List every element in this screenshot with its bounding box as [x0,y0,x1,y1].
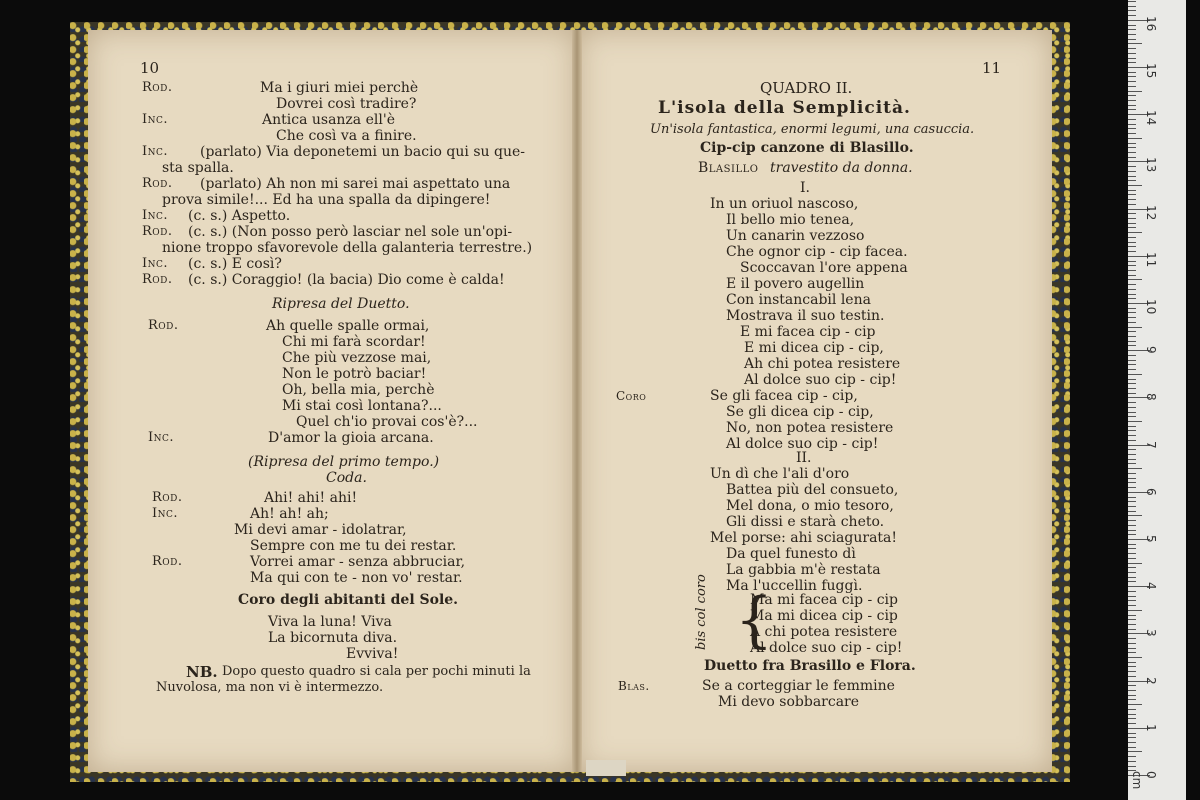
ruler-number: 2 [1144,676,1158,685]
speaker-label: Inc. [142,112,169,127]
book-gutter [572,30,582,772]
ruler-tick [1128,506,1136,507]
ruler-tick [1128,336,1136,337]
ruler-tick [1128,435,1136,436]
ruler-tick [1128,242,1136,243]
ruler-number: 15 [1144,63,1158,79]
verse-line: Il bello mio tenea, [726,212,855,228]
coda-line: Mi devi amar - idolatrar, [234,522,407,538]
ruler-tick [1128,15,1136,16]
ruler-tick [1128,723,1136,724]
verse-line: Mel porse: ahi sciagurata! [710,530,898,546]
ruler-tick [1128,421,1142,422]
ruler-tick [1128,544,1136,545]
ruler-tick [1128,369,1136,370]
ruler-tick [1128,364,1136,365]
ruler-tick [1128,105,1136,106]
ruler-tick [1128,1,1136,2]
dialogue-line: sta spalla. [162,160,234,176]
ruler-tick [1128,138,1142,139]
coda-line: Ah! ah! ah; [250,506,329,522]
verse-line: Mostrava il suo testin. [726,308,885,324]
ruler-number: 1 [1144,723,1158,732]
speaker-label: Inc. [142,144,169,159]
ruler-number: 13 [1144,157,1158,173]
ripresa-primo-tempo: (Ripresa del primo tempo.) [248,454,440,470]
coro-line: Viva la luna! Viva [268,614,392,630]
ruler-tick [1128,638,1136,639]
ruler-tick [1128,473,1136,474]
ruler-tick [1128,128,1136,129]
ruler-tick [1128,298,1136,299]
coda-line: Ahi! ahi! ahi! [264,490,358,506]
ruler-tick [1128,388,1136,389]
ruler-tick [1128,430,1136,431]
ruler-tick [1128,501,1136,502]
ruler-tick [1128,62,1136,63]
coro-verse-line: Al dolce suo cip - cip! [726,436,879,452]
ruler-tick [1128,308,1136,309]
ruler-tick [1128,143,1136,144]
ruler-tick [1128,355,1136,356]
ruler-tick [1128,591,1136,592]
dialogue-line: Ma i giuri miei perchè [260,80,419,96]
ruler-tick [1128,463,1136,464]
ruler-tick [1128,6,1136,7]
ruler-tick [1128,487,1136,488]
verse-line: La gabbia m'è restata [726,562,881,578]
ruler-tick [1128,704,1142,705]
speaker-label: Inc. [142,256,169,271]
bis-verse-line: A chi potea resistere [750,624,898,640]
ruler-tick [1128,756,1136,757]
ruler-tick [1128,648,1136,649]
ruler-tick [1128,534,1136,535]
ruler-number: 5 [1144,535,1158,543]
ruler-tick [1128,91,1142,92]
ruler-tick [1128,100,1136,101]
ruler-tick [1128,511,1136,512]
coro-verse-line: Se gli facea cip - cip, [710,388,858,404]
nb-text-line-1: Dopo questo quadro si cala per pochi minuti la [222,664,531,679]
duetto-line: D'amor la gioia arcana. [268,430,434,446]
ruler-tick [1128,714,1136,715]
ruler-tick [1128,600,1136,601]
ruler-number: 0 cm [1130,771,1158,790]
ruler-tick [1128,742,1136,743]
ruler-tick [1128,449,1136,450]
verse-line: Battea più del consueto, [726,482,899,498]
ruler-tick [1128,10,1136,11]
ruler-number: 6 [1144,487,1158,496]
ruler-tick [1128,95,1136,96]
ruler-tick [1128,246,1136,247]
nb-label: NB. [186,663,218,681]
duetto-line: Che più vezzose mai, [282,350,432,366]
dialogue-line: (c. s.) E così? [188,256,282,272]
coro-verse-line: Se gli dicea cip - cip, [726,404,874,420]
left-page-number: 10 [140,59,160,77]
speaker-label: Rod. [142,224,173,239]
ruler-tick [1128,615,1136,616]
ruler-tick [1128,596,1136,597]
ruler-tick [1128,48,1136,49]
right-page-number: 11 [982,59,1002,77]
ruler-tick [1128,232,1142,233]
coda-line: Ma qui con te - non vo' restar. [250,570,463,586]
ruler-tick [1128,747,1136,748]
ruler-tick [1128,157,1136,158]
ruler-tick [1128,690,1136,691]
ruler-tick [1128,610,1142,611]
ruler-tick [1128,412,1136,413]
ruler-tick [1128,468,1142,469]
ruler-tick [1128,185,1142,186]
verse-line: Gli dissi e starà cheto. [726,514,885,530]
ruler-tick [1128,199,1136,200]
ruler-tick [1128,572,1136,573]
ruler-tick [1128,275,1136,276]
ruler-tick [1128,525,1136,526]
verse-line: In un oriuol nascoso, [710,196,859,212]
ruler-tick [1128,643,1136,644]
ruler-tick [1128,766,1136,767]
speaker-label: Inc. [152,506,179,521]
dialogue-line: nione troppo sfavorevole della galanteria terrestre.) [162,240,533,256]
dialogue-line: Dovrei così tradire? [276,96,417,112]
speaker-label: Rod. [142,80,173,95]
ruler-tick [1128,629,1136,630]
ruler-tick [1128,251,1136,252]
ruler-tick [1128,624,1136,625]
ruler-tick [1128,666,1136,667]
ruler-number: 8 [1144,393,1158,402]
ruler-tick [1128,383,1136,384]
ruler-number: 9 [1144,346,1158,354]
ruler-tick [1128,581,1136,582]
verse-line: Con instancabil lena [726,292,871,308]
ruler-tick [1128,43,1142,44]
ruler-tick [1128,341,1136,342]
blasillo-name: Blasillo [698,160,759,176]
ruler-tick [1128,497,1136,498]
ruler-tick [1128,657,1142,658]
ripresa-heading: Ripresa del Duetto. [272,296,410,312]
coda-line: Sempre con me tu dei restar. [250,538,457,554]
ruler-tick [1128,737,1136,738]
ruler-tick [1128,553,1136,554]
ruler-tick [1128,454,1136,455]
measurement-ruler [1128,0,1186,800]
ruler-tick [1128,374,1142,375]
verse-line: Ah chi potea resistere [744,356,901,372]
ruler-tick [1128,289,1136,290]
ruler-tick [1128,407,1136,408]
verse-line: Da quel funesto dì [726,546,856,562]
ruler-tick [1128,733,1136,734]
ruler-number: 12 [1144,204,1158,220]
ruler-tick [1128,86,1136,87]
speaker-label: Rod. [142,272,173,287]
nb-text-line-2: Nuvolosa, ma non vi è intermezzo. [156,680,384,695]
coro-label: Coro [616,389,647,403]
scene-subtitle: Un'isola fantastica, enormi legumi, una casuccia. [650,122,975,137]
ruler-tick [1128,190,1136,191]
ruler-tick [1128,322,1136,323]
speaker-label: Inc. [142,208,169,223]
ruler-tick [1128,39,1136,40]
ruler-tick [1128,393,1136,394]
coda-line: Vorrei amar - senza abbruciar, [250,554,466,570]
verse-line: Ma l'uccellin fuggì. [726,578,863,594]
verse-line: Scoccavan l'ore appena [740,260,908,276]
ruler-tick [1128,119,1136,120]
ruler-tick [1128,563,1142,564]
bis-verse-line: Ma mi facea cip - cip [750,592,898,608]
ruler-tick [1128,685,1136,686]
speaker-label: Rod. [152,490,183,505]
ruler-tick [1128,213,1136,214]
coro-verse-line: No, non potea resistere [726,420,894,436]
ruler-tick [1128,279,1142,280]
verse-line: E il povero augellin [726,276,865,292]
ruler-tick [1128,223,1136,224]
duetto-line: Oh, bella mia, perchè [282,382,435,398]
duetto-line: Chi mi farà scordar! [282,334,426,350]
duetto-line: Ah quelle spalle ormai, [266,318,430,334]
ruler-tick [1128,548,1136,549]
ruler-tick [1128,317,1136,318]
ruler-tick [1128,312,1136,313]
ruler-number: 3 [1144,629,1158,638]
ruler-tick [1128,751,1142,752]
verse-line: Un canarin vezzoso [726,228,865,244]
ruler-tick [1128,671,1136,672]
speaker-label: Rod. [148,318,179,333]
ruler-tick [1128,520,1136,521]
ruler-tick [1128,270,1136,271]
ruler-tick [1128,331,1136,332]
ruler-tick [1128,652,1136,653]
blas-label: Blas. [618,679,650,693]
speaker-label: Rod. [142,176,173,191]
ruler-tick [1128,402,1136,403]
ruler-tick [1128,676,1136,677]
dialogue-line: (c. s.) Aspetto. [188,208,291,224]
dialogue-line: (parlato) Via deponetemi un bacio qui su que- [200,144,525,160]
ruler-tick [1128,416,1136,417]
coro-line: La bicornuta diva. [268,630,398,646]
ruler-tick [1128,577,1136,578]
ruler-tick [1128,194,1136,195]
ruler-tick [1128,709,1136,710]
ruler-tick [1128,605,1136,606]
ruler-tick [1128,515,1142,516]
ruler-tick [1128,261,1136,262]
ruler-tick [1128,25,1136,26]
ruler-tick [1128,360,1136,361]
ruler-tick [1128,379,1136,380]
ruler-tick [1128,180,1136,181]
verse-line: E mi facea cip - cip [740,324,876,340]
blasillo-desc: travestito da donna. [770,160,913,176]
ruler-tick [1128,619,1136,620]
ruler-tick [1128,58,1136,59]
verse-number-1: I. [800,180,810,196]
ruler-number: 16 [1144,15,1158,32]
ruler-tick [1128,124,1136,125]
ruler-tick [1128,761,1136,762]
bis-verse-line: Ma mi dicea cip - cip [750,608,898,624]
dialogue-line: (parlato) Ah non mi sarei mai aspettato una [200,176,511,192]
ruler-tick [1128,662,1136,663]
ruler-number: 7 [1144,440,1158,449]
ruler-tick [1128,699,1136,700]
song-title: Cip-cip canzone di Blasillo. [700,140,914,156]
ruler-number: 4 [1144,582,1158,590]
duetto-heading: Duetto fra Brasillo e Flora. [704,658,916,674]
verse-line: E mi dicea cip - cip, [744,340,884,356]
ruler-tick [1128,109,1136,110]
dialogue-line: prova simile!... Ed ha una spalla da dipingere! [162,192,491,208]
duetto-line: Quel ch'io provai cos'è?... [296,414,478,430]
speaker-label: Rod. [152,554,183,569]
ruler-tick [1128,72,1136,73]
ruler-tick [1128,482,1136,483]
ruler-tick [1128,440,1136,441]
coro-line: Evviva! [346,646,399,662]
ruler-tick [1128,459,1136,460]
ruler-number: 10 [1144,299,1158,315]
ruler-tick [1128,327,1142,328]
dialogue-line: Antica usanza ell'è [262,112,395,128]
ruler-tick [1128,204,1136,205]
speaker-label: Inc. [148,430,175,445]
ruler-tick [1128,478,1136,479]
verse-line: Al dolce suo cip - cip! [744,372,897,388]
coro-heading: Coro degli abitanti del Sole. [238,592,459,608]
ruler-tick [1128,530,1136,531]
ruler-tick [1128,294,1136,295]
bis-verse-line: Al dolce suo cip - cip! [750,640,903,656]
scene-title: L'isola della Semplicità. [658,98,911,118]
ruler-tick [1128,345,1136,346]
quadro-heading: QUADRO II. [760,79,853,97]
ruler-number: 11 [1144,251,1158,268]
duetto-line: Non le potrò baciar! [282,366,427,382]
ruler-tick [1128,227,1136,228]
verse-line: Che ognor cip - cip facea. [726,244,908,260]
duetto-verse-line: Se a corteggiar le femmine [702,678,895,694]
dialogue-line: (c. s.) Coraggio! (la bacia) Dio come è calda! [188,272,505,288]
ruler-tick [1128,147,1136,148]
dialogue-line: (c. s.) (Non posso però lasciar nel sole un'opi- [188,224,513,240]
duetto-line: Mi stai così lontana?... [282,398,442,414]
spine-band [586,760,626,776]
ruler-number: 14 [1144,110,1158,126]
ruler-tick [1128,218,1136,219]
verse-number-2: II. [796,450,812,466]
verse-line: Mel dona, o mio tesoro, [726,498,894,514]
ruler-tick [1128,695,1136,696]
ruler-tick [1128,558,1136,559]
ruler-tick [1128,34,1136,35]
ruler-tick [1128,152,1136,153]
ruler-tick [1128,718,1136,719]
ruler-tick [1128,166,1136,167]
duetto-verse-line: Mi devo sobbarcare [718,694,860,710]
ruler-tick [1128,176,1136,177]
ruler-tick [1128,237,1136,238]
verse-line: Un dì che l'ali d'oro [710,466,850,482]
ruler-tick [1128,265,1136,266]
ruler-tick [1128,29,1136,30]
brace-glyph: { [735,585,774,655]
ruler-tick [1128,567,1136,568]
ruler-tick [1128,426,1136,427]
coda-heading: Coda. [326,470,367,486]
ruler-tick [1128,53,1136,54]
ruler-tick [1128,171,1136,172]
ruler-tick [1128,284,1136,285]
ruler-tick [1128,81,1136,82]
ruler-tick [1128,133,1136,134]
dialogue-line: Che così va a finire. [276,128,417,144]
bis-col-coro-label: bis col coro [694,574,709,650]
ruler-tick [1128,76,1136,77]
